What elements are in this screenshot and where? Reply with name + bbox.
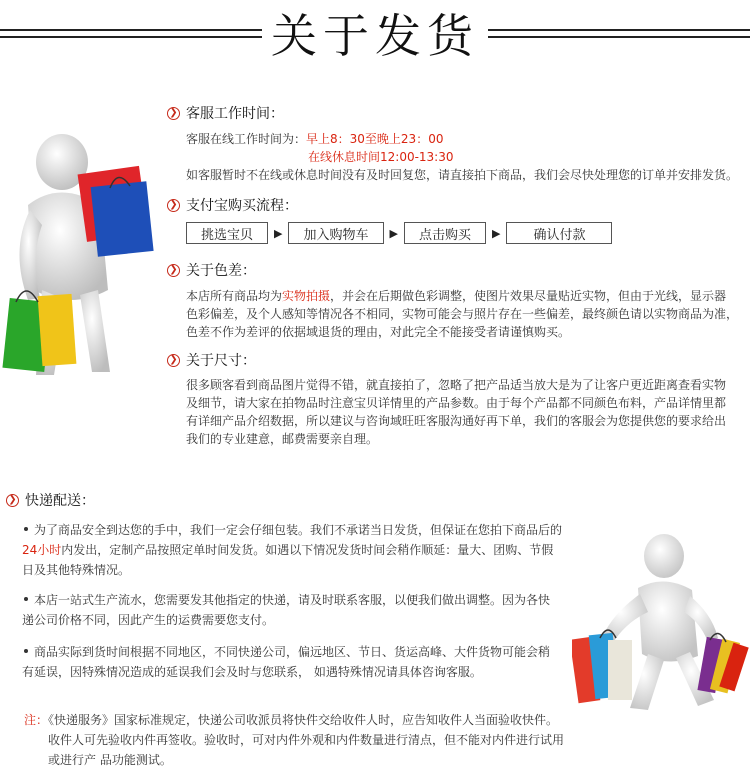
size-line4: 我们的专业建意，邮费需要亲自理。 [186, 432, 379, 446]
service-hours-heading: ❯ 客服工作时间： [167, 103, 284, 123]
size-line1: 很多顾客看到商品图片觉得不错，就直接拍了，忽略了把产品适当放大是为了让客户更近距离查看实物 [186, 378, 727, 392]
express-heading: ❯ 快递配送： [6, 490, 95, 510]
color-diff-line2: 色彩偏差，及个人感知等情况各不相同，实物可能会与照片存在一些偏差，最终颜色请以实物商品为准， [186, 307, 739, 321]
service-hours-rest-time: 在线休息时间12:00-13:30 [308, 150, 454, 164]
express-item-packaging: 为了商品安全到达您的手中，我们一定会仔细包装。我们不承诺当日发货，但保证在您拍下商品后的 24小时内发出，定制产品按照定单时间发货。如遇以下情况发货时间会稍作顺延：量大、团购、节假 日及其他特殊情况。 [22, 523, 563, 577]
arrow-right-icon: ▶ [491, 226, 501, 240]
express-item-courier: 本店一站式生产流水，您需要发其他指定的快递，请及时联系客服，以便我们做出调整。因为各快 递公司价格不同，因此产生的运费需要您支付。 [22, 593, 551, 627]
flow-step-select: 挑选宝贝 [186, 222, 268, 244]
size-line3: 有详细产品介绍数据，所以建议与咨询域旺旺客服沟通好再下单，我们的客服会为您提供您的要求给出 [186, 414, 727, 428]
color-diff-line3: 色差不作为差评的依据域退货的理由，对此完全不能接受者请谨慎购买。 [186, 325, 571, 339]
arrow-circle-icon: ❯ [167, 264, 180, 277]
arrow-circle-icon: ❯ [167, 354, 180, 367]
flow-step-pay: 确认付款 [506, 222, 612, 244]
shopping-figure-right-illustration [572, 530, 750, 720]
shopping-figure-left-illustration [0, 110, 180, 390]
bullet-dot [24, 527, 28, 531]
arrow-circle-icon: ❯ [167, 107, 180, 120]
express-item-delay: 商品实际到货时间根据不同地区，不同快递公司，偏远地区、节日、货运高峰、大件货物可能会稍 有延误，因特殊情况造成的延误我们会及时与您联系， 如遇特殊情况请具体咨询客服。 [22, 645, 551, 679]
arrow-circle-icon: ❯ [167, 199, 180, 212]
arrow-right-icon: ▶ [389, 226, 398, 240]
purchase-flow [186, 222, 612, 244]
express-note: 注：《快递服务》国家标准规定，快递公司收派员将快件交给收件人时，应告知收件人当面验收快件。 收件人可先验收内件再签收。验收时，可对内件外观和内件数量进行清点，但不能对内件进行试用 或进行产 品功能测试。 [24, 713, 565, 767]
size-heading: ❯ 关于尺寸： [167, 350, 256, 370]
alipay-flow-heading: ❯ 支付宝购买流程： [167, 195, 298, 215]
arrow-circle-icon: ❯ [6, 494, 19, 507]
service-hours-note: 如客服暂时不在线或休息时间没有及时回复您，请直接拍下商品，我们会尽快处理您的订单并安排发货。 [186, 168, 739, 182]
flow-step-buy: 点击购买 [404, 222, 486, 244]
color-diff-line1: 本店所有商品均为实物拍摄，并会在后期做色彩调整，使图片效果尽量贴近实物，但由于光线，显示器 [186, 289, 727, 303]
bullet-dot [24, 649, 28, 653]
color-diff-heading: ❯ 关于色差： [167, 260, 256, 280]
arrow-right-icon: ▶ [274, 226, 283, 240]
page-title: 关于发货 [271, 9, 479, 63]
bullet-dot [24, 597, 28, 601]
service-hours-line1: 客服在线工作时间为：早上8：30至晚上23：00 [186, 132, 444, 146]
size-line2: 及细节，请大家在拍物品时注意宝贝详情里的产品参数。由于每个产品都不同颜色布料，产品详情里都 [186, 396, 727, 410]
flow-step-cart: 加入购物车 [288, 222, 383, 244]
